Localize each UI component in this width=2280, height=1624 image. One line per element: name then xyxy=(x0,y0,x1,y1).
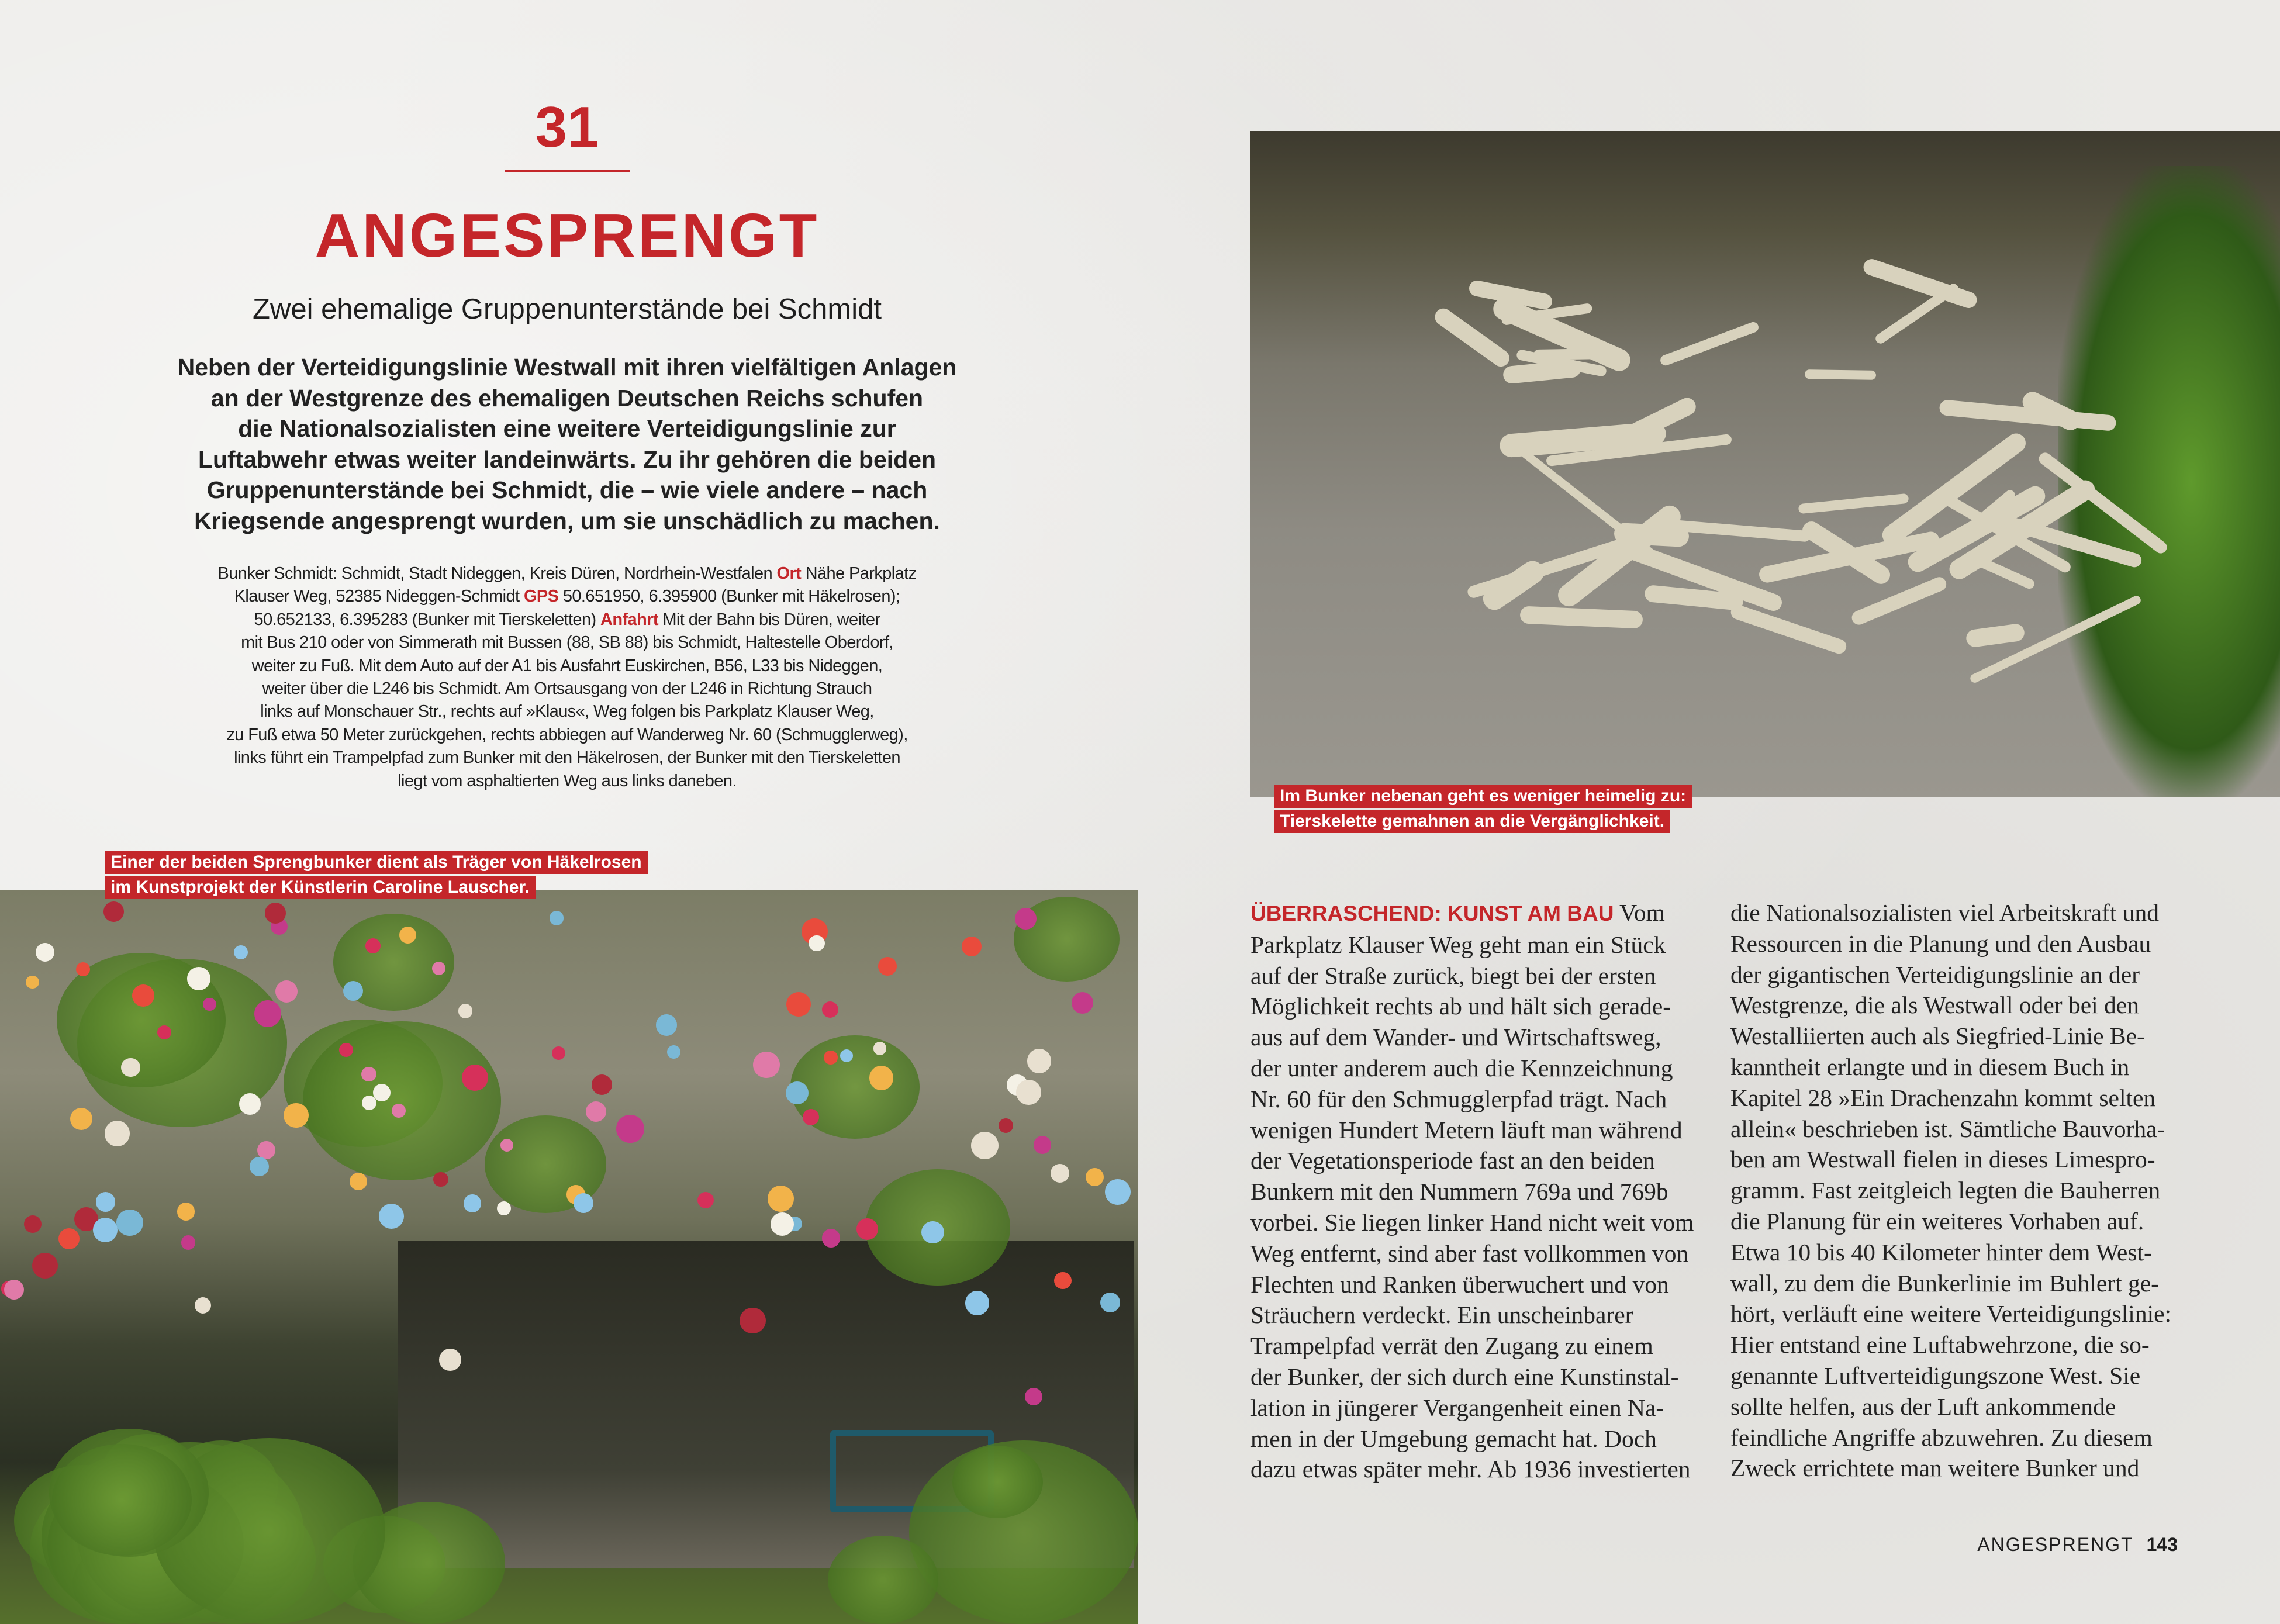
text-line: wenigen Hundert Metern läuft man während xyxy=(1250,1116,1683,1143)
crochet-rose xyxy=(971,1132,999,1159)
info-text: zu Fuß etwa 50 Meter zurückgehen, rechts abbiegen auf Wanderweg Nr. 60 (Schmugglerweg), xyxy=(226,725,908,744)
crochet-rose xyxy=(999,1118,1013,1133)
text-line: men in der Umgebung gemacht hat. Doch xyxy=(1250,1425,1657,1452)
crochet-rose xyxy=(458,1004,473,1018)
chapter-number: 31 xyxy=(535,95,599,159)
info-block xyxy=(134,562,1000,793)
text-line: genannte Luftverteidigungszone West. Sie xyxy=(1730,1362,2141,1389)
crochet-rose xyxy=(921,1221,944,1244)
text-line: hört, verläuft eine weitere Verteidigungslinie: xyxy=(1730,1300,2172,1328)
crochet-rose xyxy=(656,1014,678,1036)
bone xyxy=(1659,321,1760,367)
crochet-rose xyxy=(667,1045,680,1059)
photo-caption-right xyxy=(1274,785,1692,835)
info-label: Anfahrt xyxy=(600,610,658,629)
info-line xyxy=(134,585,1000,608)
crochet-rose xyxy=(399,927,416,944)
bone xyxy=(1861,257,1979,310)
crochet-rose xyxy=(284,1103,308,1128)
info-label: GPS xyxy=(523,587,559,606)
text-line: die Planung für ein weiteres Vorhaben auf. xyxy=(1730,1207,2144,1235)
crochet-rose xyxy=(93,1218,118,1242)
crochet-rose xyxy=(250,1157,269,1176)
crochet-rose xyxy=(432,962,445,975)
crochet-rose xyxy=(195,1297,211,1314)
info-text: Nähe Parkplatz xyxy=(801,564,917,583)
crochet-rose xyxy=(1025,1388,1042,1405)
crochet-rose xyxy=(574,1193,593,1213)
page-footer xyxy=(1929,1534,2178,1556)
crochet-rose xyxy=(1054,1272,1072,1290)
info-text: weiter über die L246 bis Schmidt. Am Ortsausgang von der L246 in Richtung Strauch xyxy=(262,679,872,699)
intro-line: an der Westgrenze des ehemaligen Deutschen Reichs schufen xyxy=(210,384,924,412)
info-line xyxy=(134,770,1000,793)
info-text: links führt ein Trampelpfad zum Bunker mit den Häkelrosen, der Bunker mit den Tierskeletten xyxy=(234,748,900,768)
info-line xyxy=(134,609,1000,631)
running-title: ANGESPRENGT xyxy=(1977,1534,2134,1555)
info-text: weiter zu Fuß. Mit dem Auto auf der A1 bis Ausfahrt Euskirchen, B56, L33 bis Nideggen, xyxy=(251,656,883,675)
intro-line: Gruppenunterstände bei Schmidt, die – wie viele andere – nach xyxy=(206,476,928,503)
crochet-rose xyxy=(439,1349,461,1371)
crochet-rose xyxy=(803,1109,819,1125)
crochet-rose xyxy=(552,1046,565,1060)
text-line: Zweck errichtete man weitere Bunker und xyxy=(1730,1454,2140,1482)
crochet-rose xyxy=(1072,992,1093,1014)
text-line: allein« beschrieben ist. Sämtliche Bauvorha- xyxy=(1730,1115,2165,1142)
crochet-rose xyxy=(379,1204,404,1229)
info-line xyxy=(134,724,1000,747)
bone xyxy=(1805,370,1876,381)
info-text: Bunker Schmidt: Schmidt, Stadt Nideggen, Kreis Düren, Nordrhein-Westfalen xyxy=(217,564,777,583)
crochet-rose xyxy=(592,1074,612,1095)
info-text: mit Bus 210 oder von Simmerath mit Bussen (88, SB 88) bis Schmidt, Haltestelle Oberdorf, xyxy=(241,633,893,652)
crochet-rose xyxy=(26,976,39,989)
page-number: 143 xyxy=(2146,1534,2178,1555)
bone xyxy=(1729,603,1848,656)
crochet-rose xyxy=(58,1228,80,1249)
info-text: Klauser Weg, 52385 Nideggen-Schmidt xyxy=(234,587,524,606)
crochet-rose xyxy=(586,1101,607,1122)
info-line xyxy=(134,562,1000,585)
crochet-rose xyxy=(1027,1049,1052,1073)
crochet-rose xyxy=(121,1058,140,1077)
info-text: Mit der Bahn bis Düren, weiter xyxy=(658,610,880,629)
crochet-rose xyxy=(856,1218,878,1240)
text-line: lation in jüngerer Vergangenheit einen Na- xyxy=(1250,1394,1664,1421)
crochet-rose xyxy=(462,1065,488,1091)
text-line: Ressourcen in die Planung und den Ausbau xyxy=(1730,930,2151,957)
crochet-rose xyxy=(70,1108,92,1130)
body-column-1 xyxy=(1250,897,1718,1485)
caption-line: Einer der beiden Sprengbunker dient als Träger von Häkelrosen xyxy=(105,851,648,874)
text-line: ben am Westwall fielen in dieses Limespro- xyxy=(1730,1146,2155,1173)
text-line: der gigantischen Verteidigungslinie an der xyxy=(1730,960,2140,988)
body-column-2 xyxy=(1730,897,2198,1484)
crochet-rose xyxy=(362,1096,376,1110)
intro-line: Neben der Verteidigungslinie Westwall mit ihren vielfältigen Anlagen xyxy=(177,354,957,381)
info-text: 50.652133, 6.395283 (Bunker mit Tierskeletten) xyxy=(254,610,601,629)
crochet-rose xyxy=(181,1235,195,1249)
crochet-rose xyxy=(203,998,216,1011)
crochet-rose xyxy=(105,1121,130,1146)
crochet-rose xyxy=(4,1280,24,1300)
crochet-rose xyxy=(433,1172,448,1187)
crochet-rose xyxy=(1016,1080,1041,1104)
crochet-rose xyxy=(187,967,210,990)
text-line xyxy=(1250,897,1718,930)
crochet-rose xyxy=(740,1308,766,1334)
crochet-rose xyxy=(36,943,54,962)
text-line: Parkplatz Klauser Weg geht man ein Stück xyxy=(1250,931,1666,958)
crochet-rose xyxy=(840,1049,853,1062)
crochet-rose xyxy=(103,901,124,922)
foliage xyxy=(952,1446,1043,1518)
crochet-rose xyxy=(234,945,248,959)
crochet-rose xyxy=(965,1291,989,1315)
text-line: vorbei. Sie liegen linker Hand nicht weit vom xyxy=(1250,1208,1694,1236)
crochet-rose xyxy=(1015,908,1037,930)
crochet-rose xyxy=(24,1215,42,1233)
text-line: dazu etwas später mehr. Ab 1936 investierten xyxy=(1250,1456,1691,1483)
crochet-rose xyxy=(550,911,564,925)
crochet-rose xyxy=(464,1194,482,1212)
text-line: die Nationalsozialisten viel Arbeitskraft und xyxy=(1730,899,2159,926)
crochet-rose xyxy=(753,1052,780,1079)
crochet-rose xyxy=(873,1042,886,1055)
bone xyxy=(1614,523,1689,547)
info-text: 50.651950, 6.395900 (Bunker mit Häkelrosen); xyxy=(558,587,900,606)
caption-line: Im Bunker nebenan geht es weniger heimelig zu: xyxy=(1274,785,1692,808)
crochet-rose xyxy=(96,1192,115,1211)
text-run: Vom xyxy=(1614,899,1665,926)
crochet-rose xyxy=(116,1210,143,1236)
text-line: aus auf dem Wander- und Wirtschaftsweg, xyxy=(1250,1024,1661,1051)
crochet-rose xyxy=(132,984,154,1007)
text-line: auf der Straße zurück, biegt bei der ersten xyxy=(1250,962,1656,989)
bone xyxy=(1798,493,1909,514)
text-line: Sträuchern verdeckt. Ein unscheinbarer xyxy=(1250,1301,1633,1329)
info-line xyxy=(134,631,1000,654)
text-line: gramm. Fast zeitgleich legten die Bauherren xyxy=(1730,1177,2161,1204)
text-line: feindliche Angriffe abzuwehren. Zu diesem xyxy=(1730,1423,2153,1451)
crochet-rose xyxy=(616,1115,644,1142)
crochet-rose xyxy=(1105,1179,1131,1205)
crochet-rose xyxy=(32,1253,58,1279)
text-line: der Vegetationsperiode fast an den beiden xyxy=(1250,1147,1655,1174)
crochet-rose xyxy=(962,937,982,956)
text-line: Flechten und Ranken überwuchert und von xyxy=(1250,1270,1669,1298)
foliage xyxy=(828,1536,938,1624)
foliage xyxy=(52,1444,192,1556)
text-line: Möglichkeit rechts ab und hält sich gerade- xyxy=(1250,993,1671,1020)
info-text: liegt vom asphaltierten Weg aus links daneben. xyxy=(398,771,737,790)
text-line: Kapitel 28 »Ein Drachenzahn kommt selten xyxy=(1730,1084,2156,1111)
crochet-rose xyxy=(809,935,824,951)
crochet-rose xyxy=(350,1173,367,1190)
crochet-rose xyxy=(878,957,897,976)
text-line: Weg entfernt, sind aber fast vollkommen von xyxy=(1250,1239,1689,1267)
bone xyxy=(1519,606,1643,629)
text-line: der unter anderem auch die Kennzeichnung xyxy=(1250,1054,1673,1081)
intro-paragraph xyxy=(140,352,994,536)
crochet-rose xyxy=(869,1066,894,1090)
info-label: Ort xyxy=(776,564,802,583)
bone xyxy=(1965,623,2026,648)
crochet-rose xyxy=(361,1067,376,1081)
caption-line: Tierskelette gemahnen an die Vergänglichkeit. xyxy=(1274,810,1670,833)
info-line xyxy=(134,747,1000,769)
crochet-rose xyxy=(824,1051,838,1065)
bone xyxy=(1850,575,1949,627)
intro-line: Kriegsende angesprengt wurden, um sie unschädlich zu machen. xyxy=(194,507,940,534)
info-text: links auf Monschauer Str., rechts auf »Klaus«, Weg folgen bis Parkplatz Klauser Weg, xyxy=(260,702,874,721)
foliage xyxy=(303,1021,502,1180)
text-line: Hier entstand eine Luftabwehrzone, die so- xyxy=(1730,1331,2150,1359)
photo-bunker-crochet-roses xyxy=(0,890,1138,1624)
crochet-rose xyxy=(1100,1293,1120,1312)
crochet-rose xyxy=(157,1025,171,1039)
crochet-rose xyxy=(365,938,381,953)
chapter-subtitle: Zwei ehemalige Gruppenunterstände bei Schmidt xyxy=(253,293,882,325)
text-line: der Bunker, der sich durch eine Kunstinstal- xyxy=(1250,1363,1679,1390)
crochet-rose xyxy=(822,1229,840,1247)
crochet-rose xyxy=(822,1001,838,1018)
text-line: wall, zu dem die Bunkerlinie im Buhlert ge- xyxy=(1730,1269,2159,1297)
text-line: Etwa 10 bis 40 Kilometer hinter dem West- xyxy=(1730,1238,2152,1266)
crochet-rose xyxy=(239,1093,261,1115)
info-line xyxy=(134,700,1000,723)
info-line xyxy=(134,678,1000,700)
text-line: sollte helfen, aus der Luft ankommende xyxy=(1730,1393,2116,1420)
section-lead: ÜBERRASCHEND: KUNST AM BAU xyxy=(1250,901,1614,925)
intro-line: Luftabwehr etwas weiter landeinwärts. Zu ihr gehören die beiden xyxy=(198,445,937,473)
crochet-rose xyxy=(697,1192,714,1208)
text-line: Bunkern mit den Nummern 769a und 769b xyxy=(1250,1178,1668,1205)
caption-line: im Kunstprojekt der Künstlerin Caroline Lauscher. xyxy=(105,876,536,899)
chapter-divider xyxy=(505,170,630,172)
crochet-rose xyxy=(1034,1136,1052,1154)
text-line: kanntheit erlangte und in diesem Buch in xyxy=(1730,1053,2130,1080)
crochet-rose xyxy=(275,980,298,1003)
crochet-rose xyxy=(1051,1164,1069,1183)
chapter-title: ANGESPRENGT xyxy=(315,201,820,270)
crochet-rose xyxy=(771,1212,794,1236)
text-line: Trampelpfad verrät den Zugang zu einem xyxy=(1250,1332,1653,1360)
crochet-rose xyxy=(177,1203,195,1220)
crochet-rose xyxy=(254,1000,281,1027)
text-line: Westalliierten auch als Siegfried-Linie Be- xyxy=(1730,1022,2145,1050)
crochet-rose xyxy=(265,903,286,924)
crochet-rose xyxy=(768,1186,794,1212)
crochet-rose xyxy=(786,992,811,1017)
photo-caption-left xyxy=(105,851,648,901)
intro-line: die Nationalsozialisten eine weitere Verteidigungslinie zur xyxy=(238,415,896,442)
photo-bunker-animal-skeletons xyxy=(1250,131,2280,797)
crochet-rose xyxy=(497,1201,511,1215)
text-line: Westgrenze, die als Westwall oder bei den xyxy=(1730,991,2139,1019)
crochet-rose xyxy=(500,1139,513,1152)
text-line: Nr. 60 für den Schmugglerpfad trägt. Nach xyxy=(1250,1085,1667,1112)
info-line xyxy=(134,655,1000,678)
crochet-rose xyxy=(1086,1168,1104,1186)
